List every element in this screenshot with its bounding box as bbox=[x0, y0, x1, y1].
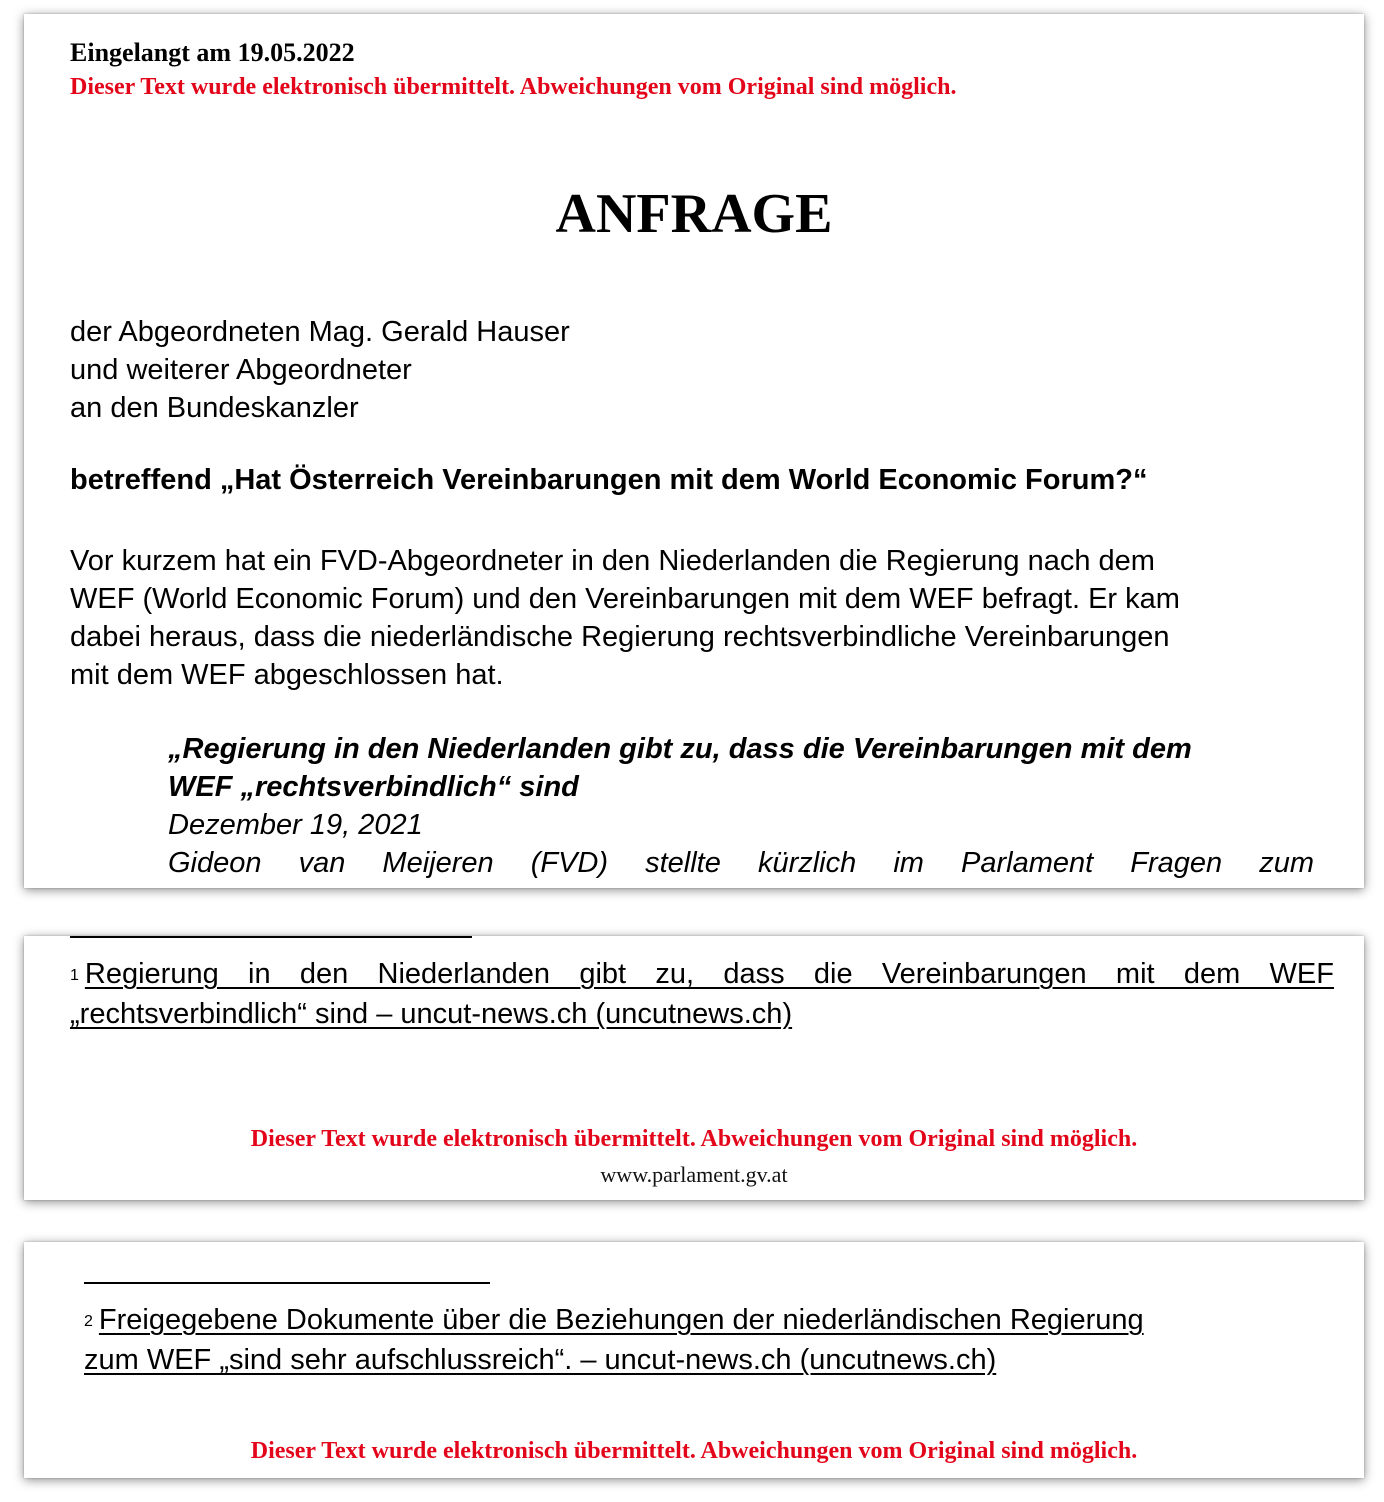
footnote-separator bbox=[84, 1282, 490, 1284]
document-title: ANFRAGE bbox=[555, 183, 833, 245]
website-footer[interactable]: www.parlament.gv.at bbox=[600, 1162, 788, 1187]
electronic-transmission-notice: Dieser Text wurde elektronisch übermittelt. Abweichungen vom Original sind möglich. bbox=[250, 1438, 1138, 1464]
block-quote bbox=[168, 730, 1314, 882]
author-line-1: der Abgeordneten Mag. Gerald Hauser bbox=[70, 316, 570, 348]
paragraph-line: WEF (World Economic Forum) und den Vereinbarungen mit dem WEF befragt. Er kam bbox=[70, 583, 1180, 615]
paragraph-line: dabei heraus, dass die niederländische Regierung rechtsverbindliche Vereinbarungen bbox=[70, 621, 1170, 653]
paragraph-line: mit dem WEF abgeschlossen hat. bbox=[70, 659, 504, 691]
author-line-2: und weiterer Abgeordneter bbox=[70, 354, 412, 386]
document-page-footer-2 bbox=[24, 1242, 1364, 1478]
quote-date: Dezember 19, 2021 bbox=[168, 809, 423, 841]
footnote-link-line-2[interactable]: „rechtsverbindlich“ sind – uncut-news.ch (uncutnews.ch) bbox=[70, 998, 793, 1030]
document-page-footer-1 bbox=[24, 936, 1364, 1200]
paragraph-line: Vor kurzem hat ein FVD-Abgeordneter in den Niederlanden die Regierung nach dem bbox=[70, 545, 1155, 577]
electronic-transmission-notice: Dieser Text wurde elektronisch übermittelt. Abweichungen vom Original sind möglich. bbox=[70, 74, 957, 100]
recipient-line: an den Bundeskanzler bbox=[70, 392, 359, 424]
footnote-number: 2 bbox=[84, 1313, 93, 1330]
quote-headline-line-2: WEF „rechtsverbindlich“ sind bbox=[168, 771, 579, 803]
subject-line: betreffend „Hat Österreich Vereinbarungen mit dem World Economic Forum?“ bbox=[70, 464, 1148, 496]
document-page-1 bbox=[24, 14, 1364, 888]
electronic-transmission-notice: Dieser Text wurde elektronisch übermittelt. Abweichungen vom Original sind möglich. bbox=[250, 1126, 1138, 1152]
footnote-number: 1 bbox=[70, 967, 79, 984]
footnote-link-line-2[interactable]: zum WEF „sind sehr aufschlussreich“. – uncut-news.ch (uncutnews.ch) bbox=[84, 1344, 997, 1376]
footnote-link-line-1[interactable]: Freigegebene Dokumente über die Beziehungen der niederländischen Regierung bbox=[98, 1304, 1144, 1336]
intro-paragraph bbox=[70, 542, 1314, 694]
quote-text-line: Gideon van Meijeren (FVD) stellte kürzlich im Parlament Fragen zum bbox=[168, 847, 1314, 879]
footnote-1 bbox=[70, 954, 1334, 1034]
received-date: Eingelangt am 19.05.2022 bbox=[70, 38, 355, 67]
footnote-2 bbox=[84, 1300, 1318, 1380]
quote-headline-line-1: „Regierung in den Niederlanden gibt zu, dass die Vereinbarungen mit dem bbox=[168, 733, 1192, 765]
footnote-separator bbox=[70, 936, 472, 938]
footnote-link-line-1[interactable]: Regierung in den Niederlanden gibt zu, dass die Vereinbarungen mit dem WEF bbox=[84, 958, 1334, 990]
